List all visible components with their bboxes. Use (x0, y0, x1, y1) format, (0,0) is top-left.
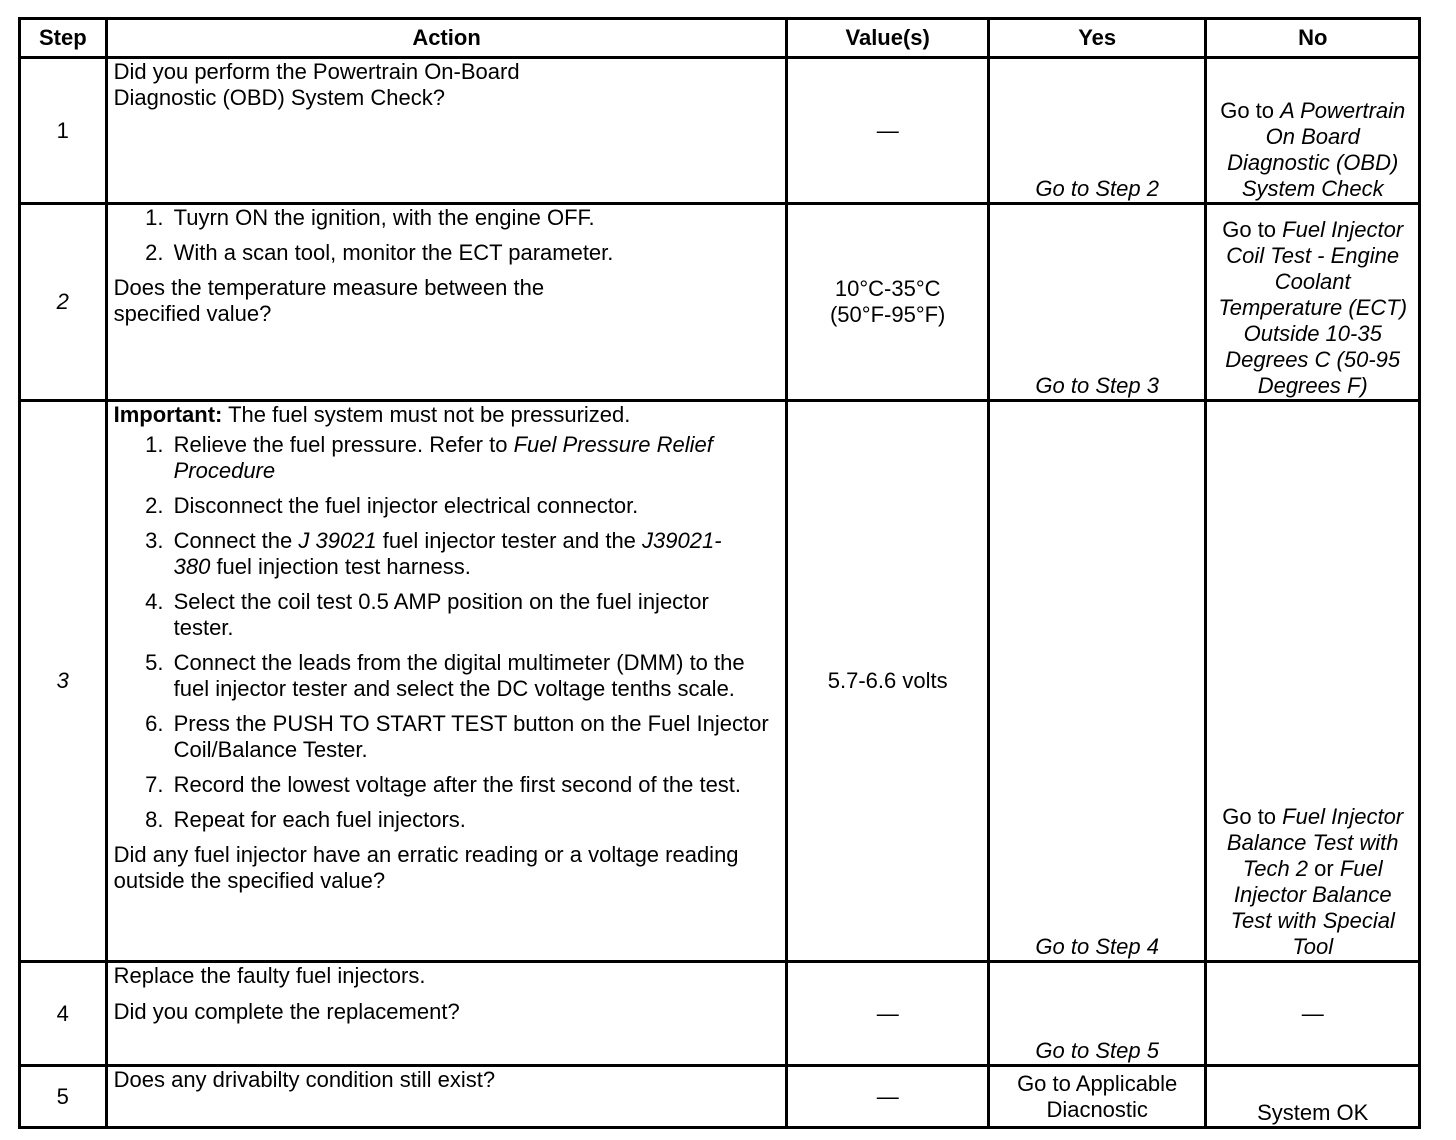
value-cell: — (787, 962, 988, 1066)
yes-link[interactable]: Go to Applicable Diacnostic (988, 1066, 1206, 1128)
step-number: 2 (20, 204, 107, 401)
action-question: Did any fuel injector have an erratic reading or a voltage reading outside the specified value? (113, 842, 739, 893)
no-link[interactable]: Fuel Injector Balance Test with Tech 2 (1226, 804, 1404, 881)
no-cell: — (1206, 962, 1420, 1066)
procedure-step: 2. Disconnect the fuel injector electrical connector. (170, 493, 780, 519)
step-text: fuel injector tester and the (376, 528, 643, 553)
no-cell (1206, 204, 1420, 401)
yes-link[interactable]: Go to Step 2 (988, 58, 1206, 204)
procedure-step: 7. Record the lowest voltage after the first second of the test. (170, 772, 780, 798)
table-row-step-1 (20, 58, 1420, 204)
no-prefix: Go to (1222, 804, 1283, 829)
value-celsius: 10°C-35°C (834, 276, 941, 301)
header-step: Step (20, 19, 107, 58)
action-question: Does any drivabilty condition still exist? (113, 1067, 496, 1092)
procedure-step (170, 432, 780, 484)
no-cell: System OK (1206, 1066, 1420, 1128)
yes-link[interactable]: Go to Step 4 (988, 401, 1206, 962)
no-cell (1206, 401, 1420, 962)
step-number: 5 (20, 1066, 107, 1128)
table-row-step-4 (20, 962, 1420, 1066)
procedure-list (114, 432, 780, 833)
tool-ref: J 39021 (298, 528, 377, 553)
step-number: 3 (20, 401, 107, 962)
tool-ref: J39021-380 (173, 528, 722, 579)
procedure-step: 5. Connect the leads from the digital multimeter (DMM) to the fuel injector tester and select the DC voltage tenths scale. (170, 650, 780, 702)
header-action: Action (106, 19, 787, 58)
no-prefix: Go to (1222, 217, 1283, 242)
important-note (114, 402, 780, 428)
header-row (20, 19, 1420, 58)
table-row-step-3 (20, 401, 1420, 962)
value-fahrenheit: (50°F-95°F) (829, 302, 946, 327)
no-link[interactable]: Fuel Injector Coil Test - Engine Coolant Temperature (ECT) Outside 10-35 Degrees C (50-95 Degrees F) (1218, 217, 1408, 398)
yes-link[interactable]: Go to Step 5 (988, 962, 1206, 1066)
action-cell (106, 204, 787, 401)
diagnostic-table (18, 17, 1421, 1129)
step-text: fuel injection test harness. (210, 554, 471, 579)
no-link[interactable]: Fuel Injector Balance Test with Special Tool (1230, 856, 1395, 959)
header-values: Value(s) (787, 19, 988, 58)
value-cell: — (787, 1066, 988, 1128)
value-cell (787, 204, 988, 401)
yes-link[interactable]: Go to Step 3 (988, 204, 1206, 401)
reference-link[interactable]: Fuel Pressure Relief Procedure (173, 432, 713, 483)
action-cell (106, 401, 787, 962)
no-cell (1206, 58, 1420, 204)
action-question: Did you perform the Powertrain On-Board Diagnostic (OBD) System Check? (113, 59, 520, 110)
important-label: Important: (113, 402, 223, 427)
procedure-step: 6. Press the PUSH TO START TEST button on the Fuel Injector Coil/Balance Tester. (170, 711, 780, 763)
header-yes: Yes (988, 19, 1206, 58)
action-instruction: Replace the faulty fuel injectors. (113, 963, 426, 988)
action-question: Does the temperature measure between the specified value? (113, 275, 545, 326)
important-text: The fuel system must not be pressurized. (222, 402, 631, 427)
procedure-list (114, 205, 780, 266)
no-or: or (1308, 856, 1340, 881)
value-cell: — (787, 58, 988, 204)
no-link[interactable]: A Powertrain On Board Diagnostic (OBD) System Check (1227, 98, 1406, 201)
table-row-step-5 (20, 1066, 1420, 1128)
procedure-step: 2. With a scan tool, monitor the ECT parameter. (170, 240, 780, 266)
procedure-step: 8. Repeat for each fuel injectors. (170, 807, 780, 833)
step-text: Connect the (173, 528, 299, 553)
action-cell (106, 58, 787, 204)
value-cell: 5.7-6.6 volts (787, 401, 988, 962)
action-cell (106, 962, 787, 1066)
step-number: 1 (20, 58, 107, 204)
no-prefix: Go to (1220, 98, 1281, 123)
step-number: 4 (20, 962, 107, 1066)
procedure-step (170, 528, 780, 580)
header-no: No (1206, 19, 1420, 58)
procedure-step: 4. Select the coil test 0.5 AMP position on the fuel injector tester. (170, 589, 780, 641)
step-text: Relieve the fuel pressure. Refer to (173, 432, 514, 457)
action-question: Did you complete the replacement? (113, 999, 460, 1024)
action-cell (106, 1066, 787, 1128)
table-row-step-2 (20, 204, 1420, 401)
procedure-step: 1. Tuyrn ON the ignition, with the engine OFF. (170, 205, 780, 231)
